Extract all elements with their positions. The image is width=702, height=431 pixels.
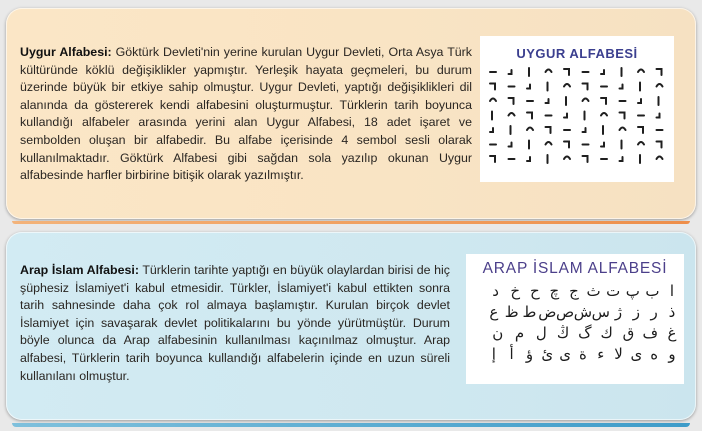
uygur-glyph bbox=[564, 114, 567, 118]
arap-letter: ؤ bbox=[525, 345, 534, 363]
uygur-glyph bbox=[638, 99, 641, 103]
arap-letter: گ bbox=[578, 324, 592, 342]
arap-letter: ج bbox=[569, 282, 579, 300]
arap-letter: ژ bbox=[614, 303, 623, 321]
arap-letter: لا bbox=[614, 345, 623, 363]
arap-letter: ر bbox=[650, 303, 658, 321]
uygur-letter-glyphs bbox=[480, 62, 674, 182]
arap-letter: ظ bbox=[504, 303, 519, 321]
arap-letter: ت bbox=[606, 282, 621, 300]
arap-letter: ش bbox=[573, 303, 593, 321]
arap-letter: غ bbox=[667, 324, 677, 342]
arap-letter: ل bbox=[535, 324, 547, 342]
uygur-glyph bbox=[620, 128, 626, 131]
uygur-glyph bbox=[509, 143, 512, 147]
arap-letter: ی bbox=[630, 345, 643, 363]
uygur-glyph bbox=[620, 113, 625, 119]
arap-letter: س bbox=[591, 303, 610, 321]
arap-letter: د bbox=[492, 282, 499, 300]
arap-letter: ئ bbox=[541, 345, 554, 363]
uygur-glyph bbox=[657, 69, 662, 75]
uygur-glyph bbox=[546, 99, 549, 103]
arap-letter: و bbox=[668, 345, 676, 363]
uygur-glyph bbox=[601, 70, 604, 74]
arap-letter: خ bbox=[510, 282, 521, 300]
uygur-glyph bbox=[638, 127, 643, 133]
arap-letter: ى bbox=[559, 345, 571, 363]
arap-letter: ق bbox=[622, 324, 635, 342]
uygur-glyph bbox=[657, 84, 663, 87]
uygur-body: Göktürk Devleti'nin yerine kurulan Uygur Devleti, Orta Asya Türk kültüründe köklü değişiklikler yapmıştır. Yerleşik hayata geçmeleri, bu durum üzerinde büyük bir etkiye sahip olmuştur. Uygur Devleti, yaptığı değişiklikleri dil alanında da göstererek kendi alfabesini oluşturmuştur. Türklerin tarih boyunca kullandığı alfabeler arasında yerini alan Uygur Alfabesi, 18 adet işaret ve sembolden oluşan bir alfabedir. Bu alfabe içerisinde 4 sembol sesli olarak kullanılmaktadır. Göktürk Alfabesi gibi sağdan sola yazılıp okunan Uygur alfabesinde harfler birbirine bitişik olarak yazılmıştır. bbox=[20, 45, 472, 183]
arap-letter: ص bbox=[556, 303, 575, 321]
arap-letter: ط bbox=[522, 303, 537, 321]
uygur-glyph bbox=[490, 99, 496, 102]
arap-letter: ء bbox=[597, 345, 605, 363]
uygur-glyph bbox=[527, 85, 530, 89]
uygur-glyph bbox=[564, 142, 569, 148]
arap-body: Türklerin tarihte yaptığı en büyük olaylardan birisi de hiç şüphesiz İslamiyet'i kabul etmesidir. Türkler, İslamiyet'i kabul ettikten sonra tarih sahnesinde daha çok rol almaya başlamıştır. Kurulan birçok devlet İslamiyet için savaşarak devlet politikalarını bu yönde yürütmüştür. Durum böyle olunca da Arap alfabesinin kullanılması kaçınılmaz olmuştur. Arap alfabesi, Türklerin tarih boyunca kullandığı alfabelerin içinde en uzun süreli kullanılanı olmuştur. bbox=[20, 263, 450, 383]
arap-letter: پ bbox=[625, 282, 640, 300]
arap-alphabet-card bbox=[6, 232, 696, 420]
arap-letter: ڭ bbox=[556, 324, 570, 342]
uygur-glyph bbox=[490, 128, 493, 132]
uygur-glyph bbox=[527, 157, 530, 161]
arap-letter: ب bbox=[645, 282, 660, 300]
uygur-glyph bbox=[601, 113, 607, 116]
uygur-glyph bbox=[620, 157, 623, 161]
uygur-glyph bbox=[564, 157, 570, 160]
uygur-glyph bbox=[564, 69, 569, 75]
arap-letter: أ bbox=[509, 345, 514, 363]
uygur-glyph bbox=[490, 84, 495, 90]
uygur-paragraph bbox=[20, 44, 472, 185]
uygur-glyph bbox=[583, 128, 586, 132]
arap-letter-glyphs bbox=[466, 280, 684, 384]
uygur-glyph bbox=[546, 142, 552, 145]
uygur-alphabet-image bbox=[480, 36, 674, 182]
uygur-glyph bbox=[527, 113, 532, 119]
arap-letter: م bbox=[514, 324, 525, 342]
uygur-glyph bbox=[657, 157, 663, 160]
arap-paragraph bbox=[20, 262, 450, 385]
arap-heading: Arap İslam Alfabesi: bbox=[20, 263, 139, 277]
arap-letter: ك bbox=[600, 324, 613, 342]
arap-letter: ث bbox=[586, 282, 601, 300]
arap-letter: ة bbox=[578, 345, 587, 363]
uygur-glyph bbox=[546, 70, 552, 73]
uygur-glyph bbox=[490, 156, 495, 162]
arap-alphabet-image bbox=[466, 254, 684, 384]
arap-letter: ن bbox=[492, 324, 504, 342]
arap-letter: چ bbox=[549, 282, 560, 300]
uygur-glyph bbox=[601, 143, 604, 147]
uygur-glyph bbox=[509, 98, 514, 104]
uygur-glyph bbox=[620, 85, 623, 89]
uygur-glyph bbox=[657, 114, 660, 118]
arap-letter: إ bbox=[491, 345, 496, 363]
arap-letter: ح bbox=[529, 282, 540, 300]
uygur-glyph bbox=[509, 113, 515, 116]
uygur-glyph bbox=[601, 98, 606, 104]
uygur-glyph bbox=[583, 99, 589, 102]
uygur-glyph bbox=[583, 84, 588, 90]
arap-letter: ف bbox=[642, 324, 659, 342]
uygur-glyph bbox=[638, 142, 644, 145]
uygur-image-title: UYGUR ALFABESİ bbox=[516, 46, 638, 61]
uygur-glyph bbox=[564, 84, 570, 87]
arap-letter: ز bbox=[632, 303, 640, 321]
arap-letter: ذ bbox=[668, 303, 676, 321]
arap-image-title: ARAP İSLAM ALFABESİ bbox=[482, 260, 668, 277]
arap-letter: ه bbox=[650, 345, 659, 363]
uygur-alphabet-card bbox=[6, 8, 696, 219]
uygur-glyph bbox=[527, 128, 533, 131]
arap-letter: ع bbox=[489, 303, 499, 321]
uygur-glyph bbox=[546, 127, 551, 133]
arap-letter: ض bbox=[538, 303, 557, 321]
uygur-glyph bbox=[657, 142, 662, 148]
uygur-glyph bbox=[583, 156, 588, 162]
uygur-glyph bbox=[638, 70, 644, 73]
arap-letter: ا bbox=[669, 282, 675, 300]
uygur-glyph bbox=[509, 70, 512, 74]
uygur-heading: Uygur Alfabesi: bbox=[20, 45, 112, 59]
